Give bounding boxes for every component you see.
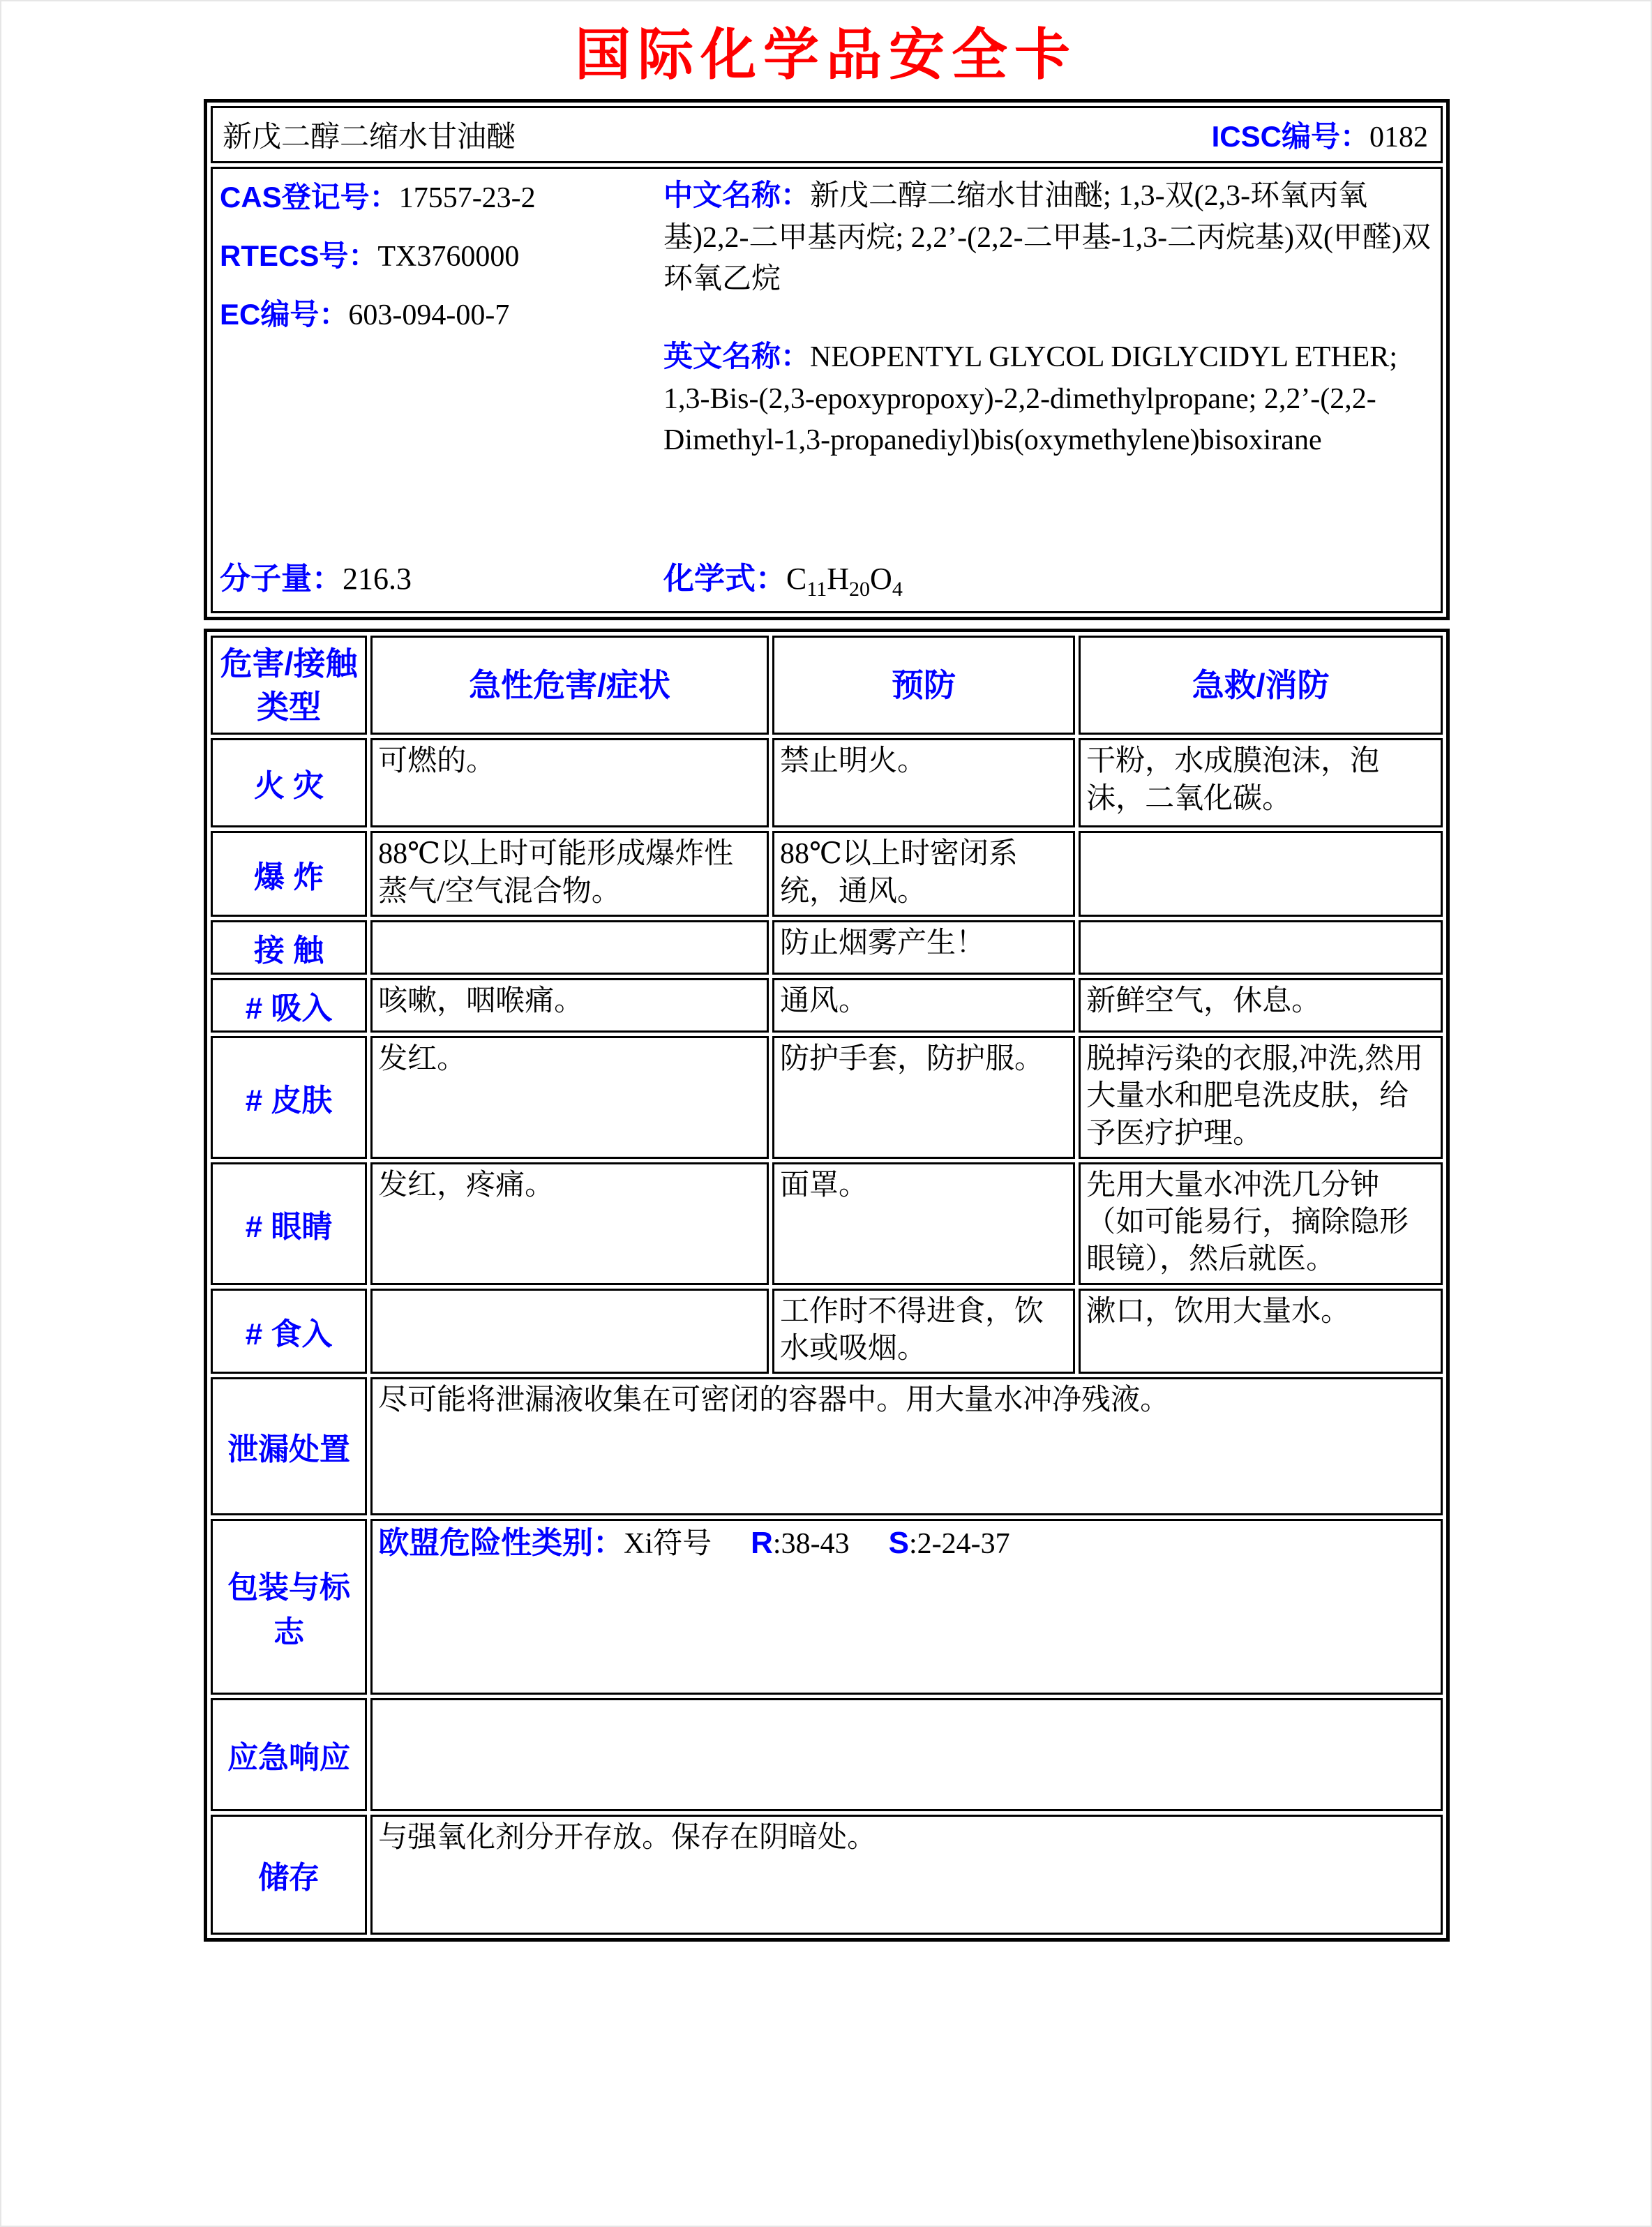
row-label-spill-disposal: 泄漏处置 [211,1377,367,1515]
row-label-inhalation: # 吸入 [211,978,367,1033]
info-table [204,99,1450,620]
symptoms-cell: 咳嗽，咽喉痛。 [370,978,769,1033]
row-label-ingestion: # 食入 [211,1289,367,1374]
cas-label: CAS登记号： [220,181,399,213]
column-header-firefighting: 急救/消防 [1079,636,1443,735]
row-label-skin: # 皮肤 [211,1036,367,1159]
column-header-hazard-type: 危害/接触类型 [211,636,367,735]
firefighting-cell [1079,920,1443,975]
firefighting-cell: 漱口，饮用大量水。 [1079,1289,1443,1374]
english-name-paragraph [663,336,1432,462]
table-row [211,831,1443,917]
molecular-weight-row [220,553,663,598]
card-header-cell [211,106,1443,163]
symptoms-cell [370,920,769,975]
page-title: 国际化学品安全卡 [575,25,1077,87]
molecular-weight-value: 216.3 [343,562,412,597]
hazard-table [204,629,1450,1942]
firefighting-cell [1079,831,1443,917]
column-header-symptoms: 急性危害/症状 [370,636,769,735]
ec-label: EC编号： [220,298,349,331]
symptoms-cell: 88℃以上时可能形成爆炸性蒸气/空气混合物。 [370,831,769,917]
emergency-response-cell [370,1698,1443,1811]
prevention-cell: 工作时不得进食，饮水或吸烟。 [772,1289,1075,1374]
symptoms-cell [370,1289,769,1374]
row-label-storage: 储存 [211,1815,367,1935]
rtecs-label: RTECS号： [220,239,378,272]
spill-disposal-cell: 尽可能将泄漏液收集在可密闭的容器中。用大量水冲净残液。 [370,1377,1443,1515]
row-label-fire: 火 灾 [211,738,367,827]
prevention-cell: 88℃以上时密闭系统，通风。 [772,831,1075,917]
table-row [211,1815,1443,1935]
chemical-formula-row [663,553,1432,601]
eu-hazard-class-label: 欧盟危险性类别： [378,1526,624,1561]
chemical-names [663,174,1432,462]
symptoms-cell: 发红，疼痛。 [370,1162,769,1285]
table-row [211,1377,1443,1515]
firefighting-cell: 先用大量水冲洗几分钟（如可能易行，摘除隐形眼镜），然后就医。 [1079,1162,1443,1285]
column-header-prevention: 预防 [772,636,1075,735]
s-phrase-value: :2-24-37 [908,1528,1010,1561]
firefighting-cell: 新鲜空气，休息。 [1079,978,1443,1033]
symptoms-cell: 可燃的。 [370,738,769,827]
row-label-eyes: # 眼睛 [211,1162,367,1285]
table-row [211,738,1443,827]
registry-numbers [220,174,663,462]
symptoms-cell: 发红。 [370,1036,769,1159]
firefighting-cell: 干粉，水成膜泡沫，泡沫，二氧化碳。 [1079,738,1443,827]
icsc-number-block [1212,114,1428,156]
cn-name-value: 新戊二醇二缩水甘油醚; 1,3-双(2,3-环氧丙氧基)2,2-二甲基丙烷; 2,2’-(2,2-二甲基-1,3-二丙烷基)双(甲醛)双环氧乙烷 [663,180,1432,296]
icsc-label: ICSC编号： [1211,120,1369,153]
row-label-packaging: 包装与标志 [211,1519,367,1695]
table-row [211,978,1443,1033]
table-row [211,1162,1443,1285]
en-name-label: 英文名称： [663,339,811,373]
prevention-cell: 防护手套，防护服。 [772,1036,1075,1159]
prevention-cell: 禁止明火。 [772,738,1075,827]
rtecs-value: TX3760000 [377,241,520,273]
cas-number-row [220,174,663,216]
safety-card-page [1,22,1651,1942]
identity-section [211,167,1443,613]
cn-name-label: 中文名称： [663,179,811,211]
chemical-name: 新戊二醇二缩水甘油醚 [223,121,516,153]
icsc-number: 0182 [1369,121,1428,153]
r-phrase-value: :38-43 [772,1528,850,1561]
s-phrase-label: S [888,1526,909,1561]
ec-value: 603-094-00-7 [348,299,510,331]
storage-cell: 与强氧化剂分开存放。保存在阴暗处。 [370,1815,1443,1935]
firefighting-cell: 脱掉污染的衣服,冲洗,然用大量水和肥皂洗皮肤，给予医疗护理。 [1079,1036,1443,1159]
prevention-cell: 面罩。 [772,1162,1075,1285]
cas-value: 17557-23-2 [398,182,536,214]
ec-number-row [220,292,663,333]
table-row [211,1289,1443,1374]
chemical-formula: $C_{11}H_{20}O_4$ [786,562,903,601]
chinese-name-paragraph [663,174,1432,301]
row-label-contact: 接 触 [211,920,367,975]
rtecs-number-row [220,233,663,275]
row-label-emergency-response: 应急响应 [211,1698,367,1811]
packaging-cell [370,1519,1443,1695]
table-row [211,1036,1443,1159]
table-row [211,1519,1443,1695]
table-row [211,1698,1443,1811]
eu-hazard-symbol: Xi符号 [624,1528,712,1561]
table-row [211,920,1443,975]
row-label-explosion: 爆 炸 [211,831,367,917]
card-content [204,99,1450,1942]
r-phrase-label: R [751,1526,773,1561]
prevention-cell: 通风。 [772,978,1075,1033]
en-name-value: NEOPENTYL GLYCOL DIGLYCIDYL ETHER; 1,3-Bis-(2,3-epoxypropoxy)-2,2-dimethylpropane; 2,2’-(2,2-Dimethyl-1,3-propanediyl)bis(oxymethylene)bisoxirane [663,340,1397,457]
molecular-weight-label: 分子量： [220,562,343,597]
prevention-cell: 防止烟雾产生！ [772,920,1075,975]
chemical-formula-label: 化学式： [663,562,786,597]
